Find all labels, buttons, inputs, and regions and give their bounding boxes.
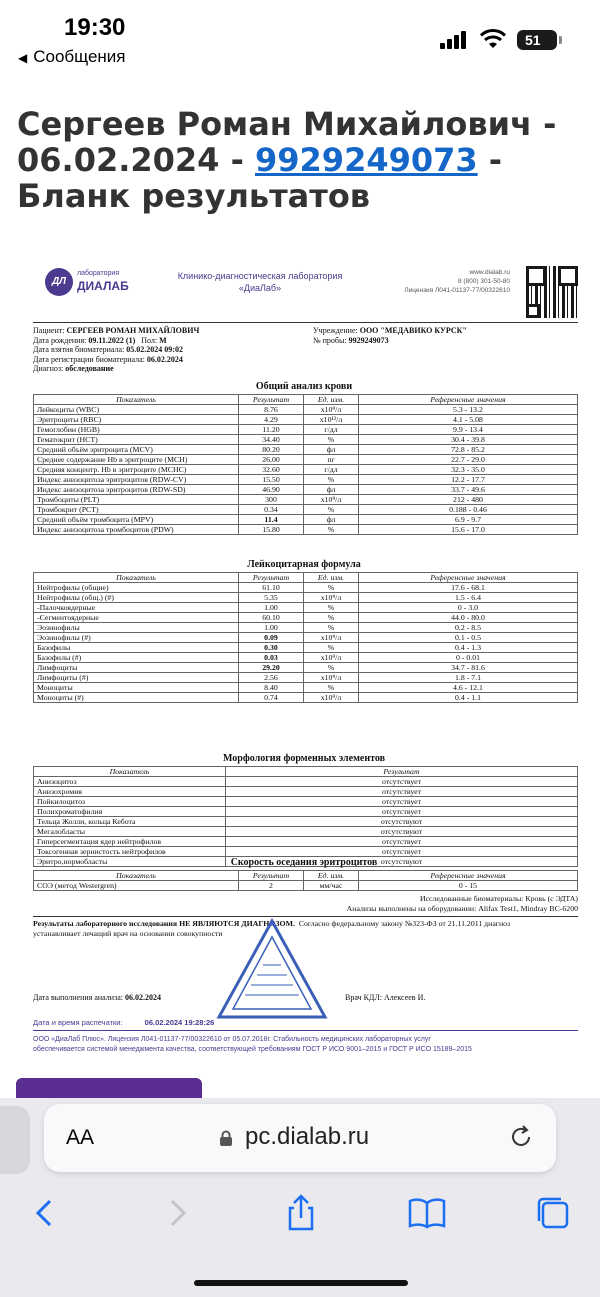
table-row	[34, 777, 578, 787]
table-cell: отсутствуют	[226, 817, 578, 827]
table-cell: 11.4	[239, 515, 304, 525]
table-cell: Базофилы (#)	[34, 653, 239, 663]
results-form	[30, 260, 578, 1060]
table-cell: 60.10	[239, 613, 304, 623]
table-cell: 212 - 480	[359, 495, 578, 505]
table-cell: 6.9 - 9.7	[359, 515, 578, 525]
table-cell: %	[304, 583, 359, 593]
table-row	[34, 505, 578, 515]
col-result: Результат	[239, 395, 304, 405]
table-cell: 0.30	[239, 643, 304, 653]
table-cell: 1.00	[239, 623, 304, 633]
col-ref: Референсные значения	[359, 573, 578, 583]
table-row	[34, 837, 578, 847]
section-diff-title: Лейкоцитарная формула	[247, 559, 361, 570]
table-cell: Эритро,нормобласты	[34, 857, 226, 867]
patient-label: Пациент:	[33, 326, 65, 335]
diff-table	[33, 572, 578, 703]
table-cell: Среднее содержание Hb в эритроците (MCH)	[34, 455, 239, 465]
table-cell: 0.4 - 1.1	[359, 693, 578, 703]
table-cell: отсутствуют	[226, 857, 578, 867]
reload-icon[interactable]	[508, 1124, 534, 1150]
section-morph-title: Морфология форменных элементов	[222, 753, 386, 764]
form-footer	[33, 1035, 578, 1055]
table-cell: Мегалобласты	[34, 827, 226, 837]
table-cell: Гиперсегментация ядер нейтрофилов	[34, 837, 226, 847]
table-cell: Средняя концентр. Hb в эритроците (MCHC)	[34, 465, 239, 475]
diag-label: Диагноз:	[33, 364, 64, 373]
table-row	[34, 881, 578, 891]
table-row	[34, 847, 578, 857]
table-cell: 4.29	[239, 415, 304, 425]
table-row	[34, 653, 578, 663]
aa-label: AA	[66, 1126, 95, 1149]
table-cell: 30.4 - 39.8	[359, 435, 578, 445]
table-cell: отсутствуют	[226, 827, 578, 837]
lab-phone: 8 (800) 301-50-80	[457, 278, 510, 285]
wifi-icon	[480, 29, 506, 49]
table-cell: %	[304, 435, 359, 445]
table-cell: Полихроматофилия	[34, 807, 226, 817]
print-date	[33, 1018, 214, 1027]
table-row	[34, 465, 578, 475]
table-cell: 34.40	[239, 435, 304, 445]
biomaterial-note	[33, 894, 578, 914]
table-cell: Средний объём эритроцита (MCV)	[34, 445, 239, 455]
footer-line-2: обеспечивается системой менеджмента качества, соответствующей требованиям ГОСТ Р ИСО 9001–2015 и ГОСТ Р ИСО 15189–2015	[33, 1046, 472, 1053]
share-icon[interactable]	[281, 1193, 321, 1233]
table-cell: -Палочкоядерные	[34, 603, 239, 613]
table-cell: 0.03	[239, 653, 304, 663]
dob-value: 09.11.2022 (1)	[88, 335, 136, 345]
table-cell: 72.8 - 85.2	[359, 445, 578, 455]
table-row	[34, 683, 578, 693]
reg-label: Дата регистрации биоматериала:	[33, 354, 145, 364]
col-result: Результат	[239, 871, 304, 881]
table-cell: x10¹²/л	[304, 415, 359, 425]
browser-toolbar	[0, 1098, 600, 1297]
table-cell: Эритроциты (RBC)	[34, 415, 239, 425]
table-cell: Эозинофилы	[34, 623, 239, 633]
disclaimer-line-2: устанавливает лечащий врач на основании совокупности	[33, 929, 223, 938]
address-bar[interactable]	[44, 1104, 556, 1172]
table-cell: x10⁹/л	[304, 405, 359, 415]
inst-label: Учреждение:	[313, 326, 358, 335]
table-cell: 0 - 0.01	[359, 653, 578, 663]
lab-name-line-1: Клинико-диагностическая лаборатория	[177, 271, 343, 281]
table-cell: x10⁹/л	[304, 653, 359, 663]
table-cell: 26.00	[239, 455, 304, 465]
table-cell: отсутствует	[226, 847, 578, 857]
table-cell: 22.7 - 29.0	[359, 455, 578, 465]
table-cell: Токсогенная зернистость нейтрофилов	[34, 847, 226, 857]
sample-label: № пробы:	[313, 335, 347, 345]
table-cell: 29.20	[239, 663, 304, 673]
table-cell: 46.90	[239, 485, 304, 495]
table-cell: 4.6 - 12.1	[359, 683, 578, 693]
table-row	[34, 693, 578, 703]
done-value: 06.02.2024	[125, 993, 161, 1002]
battery-level: 51	[525, 32, 541, 48]
patient-name: СЕРГЕЕВ РОМАН МИХАЙЛОВИЧ	[66, 326, 200, 335]
lab-site: www.dialab.ru	[469, 269, 510, 276]
table-cell: фл	[304, 485, 359, 495]
table-cell: 8.40	[239, 683, 304, 693]
reg-value: 06.02.2024	[146, 354, 183, 364]
table-cell: Индекс анизоцитоза эритроцитов (RDW-SD)	[34, 485, 239, 495]
table-cell: 15.80	[239, 525, 304, 535]
dob-label: Дата рождения:	[33, 335, 87, 345]
table-row	[34, 817, 578, 827]
col-unit: Ед. изм.	[304, 395, 359, 405]
table-cell: 0.74	[239, 693, 304, 703]
table-cell: 11.20	[239, 425, 304, 435]
table-cell: отсутствует	[226, 837, 578, 847]
table-cell: 0.09	[239, 633, 304, 643]
cbc-table	[33, 394, 578, 535]
clock: 19:30	[64, 14, 126, 41]
table-cell: Моноциты (#)	[34, 693, 239, 703]
sample-number-link[interactable]: 9929249073	[255, 141, 478, 179]
sex-value: М	[159, 335, 167, 345]
table-cell: x10⁹/л	[304, 693, 359, 703]
table-row	[34, 663, 578, 673]
table-cell: 1.5 - 6.4	[359, 593, 578, 603]
lab-name-line-2: «ДиаЛаб»	[238, 283, 282, 293]
footer-line-1: ООО «ДиаЛаб Плюс». Лицензия Л041-01137-77/00322610 от 05.07.2018г. Стабильность медицинских лабораторных услуг	[33, 1036, 431, 1043]
table-row	[34, 603, 578, 613]
table-cell: x10⁹/л	[304, 673, 359, 683]
url-text[interactable]: pc.dialab.ru	[245, 1123, 370, 1150]
disclaimer-bold: Результаты лабораторного исследования НЕ ЯВЛЯЮТСЯ ДИАГНОЗОМ.	[33, 919, 295, 928]
table-cell: 12.2 - 17.7	[359, 475, 578, 485]
table-cell: отсутствует	[226, 777, 578, 787]
lab-license: Лицензия Л041-01137-77/00322610	[404, 287, 510, 294]
table-cell: 17.6 - 68.1	[359, 583, 578, 593]
table-cell: Базофилы	[34, 643, 239, 653]
lab-stamp-icon	[215, 915, 330, 1025]
col-ref: Референсные значения	[359, 871, 578, 881]
col-name: Показатель	[34, 871, 239, 881]
table-row	[34, 787, 578, 797]
battery-icon	[517, 30, 557, 50]
disclaimer-rest: Согласно федеральному закону №323-ФЗ от 21.11.2011 диагноз	[298, 919, 511, 928]
table-cell: 9.9 - 13.4	[359, 425, 578, 435]
table-cell: Тромбокрит (PCT)	[34, 505, 239, 515]
lab-name	[160, 270, 360, 294]
table-row	[34, 807, 578, 817]
section-esr-title: Скорость оседания эритроцитов	[230, 857, 378, 868]
bookmarks-icon[interactable]	[407, 1193, 447, 1233]
table-row	[34, 495, 578, 505]
table-cell: Тромбоциты (PLT)	[34, 495, 239, 505]
page-title	[17, 106, 587, 214]
forward-icon[interactable]	[156, 1193, 196, 1233]
sex-label: Пол:	[141, 335, 158, 345]
table-cell: 0.34	[239, 505, 304, 515]
title-suffix: - Бланк результатов	[17, 141, 503, 215]
table-row	[34, 515, 578, 525]
table-cell: %	[304, 603, 359, 613]
table-row	[34, 827, 578, 837]
table-cell: Моноциты	[34, 683, 239, 693]
table-cell: Лейкоциты (WBC)	[34, 405, 239, 415]
esr-ref: 0 - 15	[359, 881, 578, 891]
taken-value: 05.02.2024 09:02	[126, 345, 183, 354]
table-cell: 1.00	[239, 603, 304, 613]
table-cell: 1.8 - 7.1	[359, 673, 578, 683]
table-cell: 2.56	[239, 673, 304, 683]
table-cell: %	[304, 623, 359, 633]
table-cell: 0 - 3.0	[359, 603, 578, 613]
col-unit: Ед. изм.	[304, 871, 359, 881]
table-cell: Нейтрофилы (общие)	[34, 583, 239, 593]
lock-icon	[219, 1130, 233, 1147]
table-row	[34, 485, 578, 495]
table-row	[34, 797, 578, 807]
table-row	[34, 475, 578, 485]
cellular-signal-icon	[440, 31, 470, 49]
table-cell: 300	[239, 495, 304, 505]
back-label: Сообщения	[33, 47, 126, 66]
table-row	[34, 583, 578, 593]
table-cell: %	[304, 475, 359, 485]
table-cell: г/дл	[304, 465, 359, 475]
table-cell: пг	[304, 455, 359, 465]
done-label: Дата выполнения анализа:	[33, 993, 123, 1002]
back-to-messages[interactable]	[18, 47, 126, 67]
doctor-name: Врач КДЛ: Алексеев И.	[345, 993, 426, 1002]
table-cell: 61.10	[239, 583, 304, 593]
lab-contacts	[404, 268, 510, 295]
table-cell: Пойкилоцитоз	[34, 797, 226, 807]
table-cell: 34.7 - 81.6	[359, 663, 578, 673]
col-name: Показатель	[34, 573, 239, 583]
page-settings-button[interactable]	[66, 1126, 94, 1150]
table-row	[34, 525, 578, 535]
table-cell: Анизохромия	[34, 787, 226, 797]
table-cell: Индекс анизоцитоза тромбоцитов (PDW)	[34, 525, 239, 535]
inst-value: ООО "МЕДАВИКО КУРСК"	[359, 326, 467, 335]
table-row	[34, 455, 578, 465]
table-row	[34, 593, 578, 603]
col-result: Результат	[239, 573, 304, 583]
sample-value: 9929249073	[348, 335, 389, 345]
logo-title: ДИАЛАБ	[77, 279, 129, 293]
table-cell: 0.4 - 1.3	[359, 643, 578, 653]
esr-name: СОЭ (метод Westergren)	[34, 881, 239, 891]
title-prefix: Сергеев Роман Михайлович - 06.02.2024 -	[17, 105, 557, 179]
table-cell: Средний объём тромбоцита (MPV)	[34, 515, 239, 525]
table-cell: Лимфоциты	[34, 663, 239, 673]
logo-subtitle: лаборатория	[77, 270, 120, 277]
table-row	[34, 643, 578, 653]
back-triangle-icon: ◀	[18, 51, 28, 65]
esr-unit: мм/час	[304, 881, 359, 891]
table-cell: %	[304, 663, 359, 673]
table-cell: отсутствует	[226, 807, 578, 817]
signature-row	[33, 993, 578, 1002]
table-cell: фл	[304, 515, 359, 525]
table-row	[34, 613, 578, 623]
table-cell: 15.6 - 17.0	[359, 525, 578, 535]
table-cell: 5.3 - 13.2	[359, 405, 578, 415]
table-cell: %	[304, 525, 359, 535]
printed-value: 06.02.2024 19:28:26	[144, 1018, 215, 1027]
qr-code-icon	[526, 266, 578, 318]
table-cell: 80.20	[239, 445, 304, 455]
logo-emblem-icon: ДЛ	[45, 268, 73, 296]
table-cell: отсутствует	[226, 797, 578, 807]
equipment-text: Анализы выполнены на оборудовании: Alifax Test1, Mindray BC-6200	[346, 904, 578, 913]
table-row	[34, 405, 578, 415]
esr-table	[33, 870, 578, 891]
diag-value: обследование	[65, 364, 114, 373]
table-row	[34, 435, 578, 445]
table-cell: 4.1 - 5.08	[359, 415, 578, 425]
table-cell: г/дл	[304, 425, 359, 435]
table-cell: 32.3 - 35.0	[359, 465, 578, 475]
table-cell: -Сегментоядерные	[34, 613, 239, 623]
tabs-icon[interactable]	[533, 1193, 573, 1233]
table-cell: Тельца Жолли, кольца Кебота	[34, 817, 226, 827]
col-result: Результат	[226, 767, 578, 777]
col-ref: Референсные значения	[359, 395, 578, 405]
table-cell: 5.35	[239, 593, 304, 603]
table-row	[34, 415, 578, 425]
table-cell: %	[304, 643, 359, 653]
table-row	[34, 425, 578, 435]
table-row	[34, 623, 578, 633]
table-cell: Гематокрит (HCT)	[34, 435, 239, 445]
col-unit: Ед. изм.	[304, 573, 359, 583]
table-cell: Гемоглобин (HGB)	[34, 425, 239, 435]
col-name: Показатель	[34, 395, 239, 405]
table-cell: Индекс анизоцитоза эритроцитов (RDW-CV)	[34, 475, 239, 485]
printed-label: Дата и время распечатки:	[33, 1018, 123, 1027]
table-cell: 8.76	[239, 405, 304, 415]
taken-label: Дата взятия биоматериала:	[33, 345, 125, 354]
table-cell: отсутствует	[226, 787, 578, 797]
table-row	[34, 445, 578, 455]
dialab-logo	[45, 266, 175, 298]
table-cell: 0.188 - 0.46	[359, 505, 578, 515]
morph-table	[33, 766, 578, 867]
back-icon[interactable]	[26, 1193, 66, 1233]
table-cell: 44.0 - 80.0	[359, 613, 578, 623]
home-indicator[interactable]	[194, 1280, 408, 1286]
previous-tab[interactable]	[0, 1106, 30, 1174]
col-name: Показатель	[34, 767, 226, 777]
table-cell: x10⁹/л	[304, 593, 359, 603]
table-cell: 0.2 - 8.5	[359, 623, 578, 633]
table-row	[34, 633, 578, 643]
table-cell: %	[304, 613, 359, 623]
table-cell: Лимфоциты (#)	[34, 673, 239, 683]
esr-result: 2	[239, 881, 304, 891]
section-cbc-title: Общий анализ крови	[255, 381, 353, 392]
table-cell: x10⁹/л	[304, 495, 359, 505]
table-cell: %	[304, 505, 359, 515]
table-cell: Анизоцитоз	[34, 777, 226, 787]
table-cell: фл	[304, 445, 359, 455]
table-cell: 0.1 - 0.5	[359, 633, 578, 643]
table-cell: x10⁹/л	[304, 633, 359, 643]
status-bar	[0, 0, 600, 80]
table-cell: %	[304, 683, 359, 693]
table-cell: 33.7 - 49.6	[359, 485, 578, 495]
table-cell: Эозинофилы (#)	[34, 633, 239, 643]
table-cell: 15.50	[239, 475, 304, 485]
table-row	[34, 673, 578, 683]
biomaterial-text: Исследованные биоматериалы: Кровь (с ЭДТА)	[419, 894, 578, 903]
table-cell: Нейтрофилы (общ.) (#)	[34, 593, 239, 603]
table-cell: 32.60	[239, 465, 304, 475]
